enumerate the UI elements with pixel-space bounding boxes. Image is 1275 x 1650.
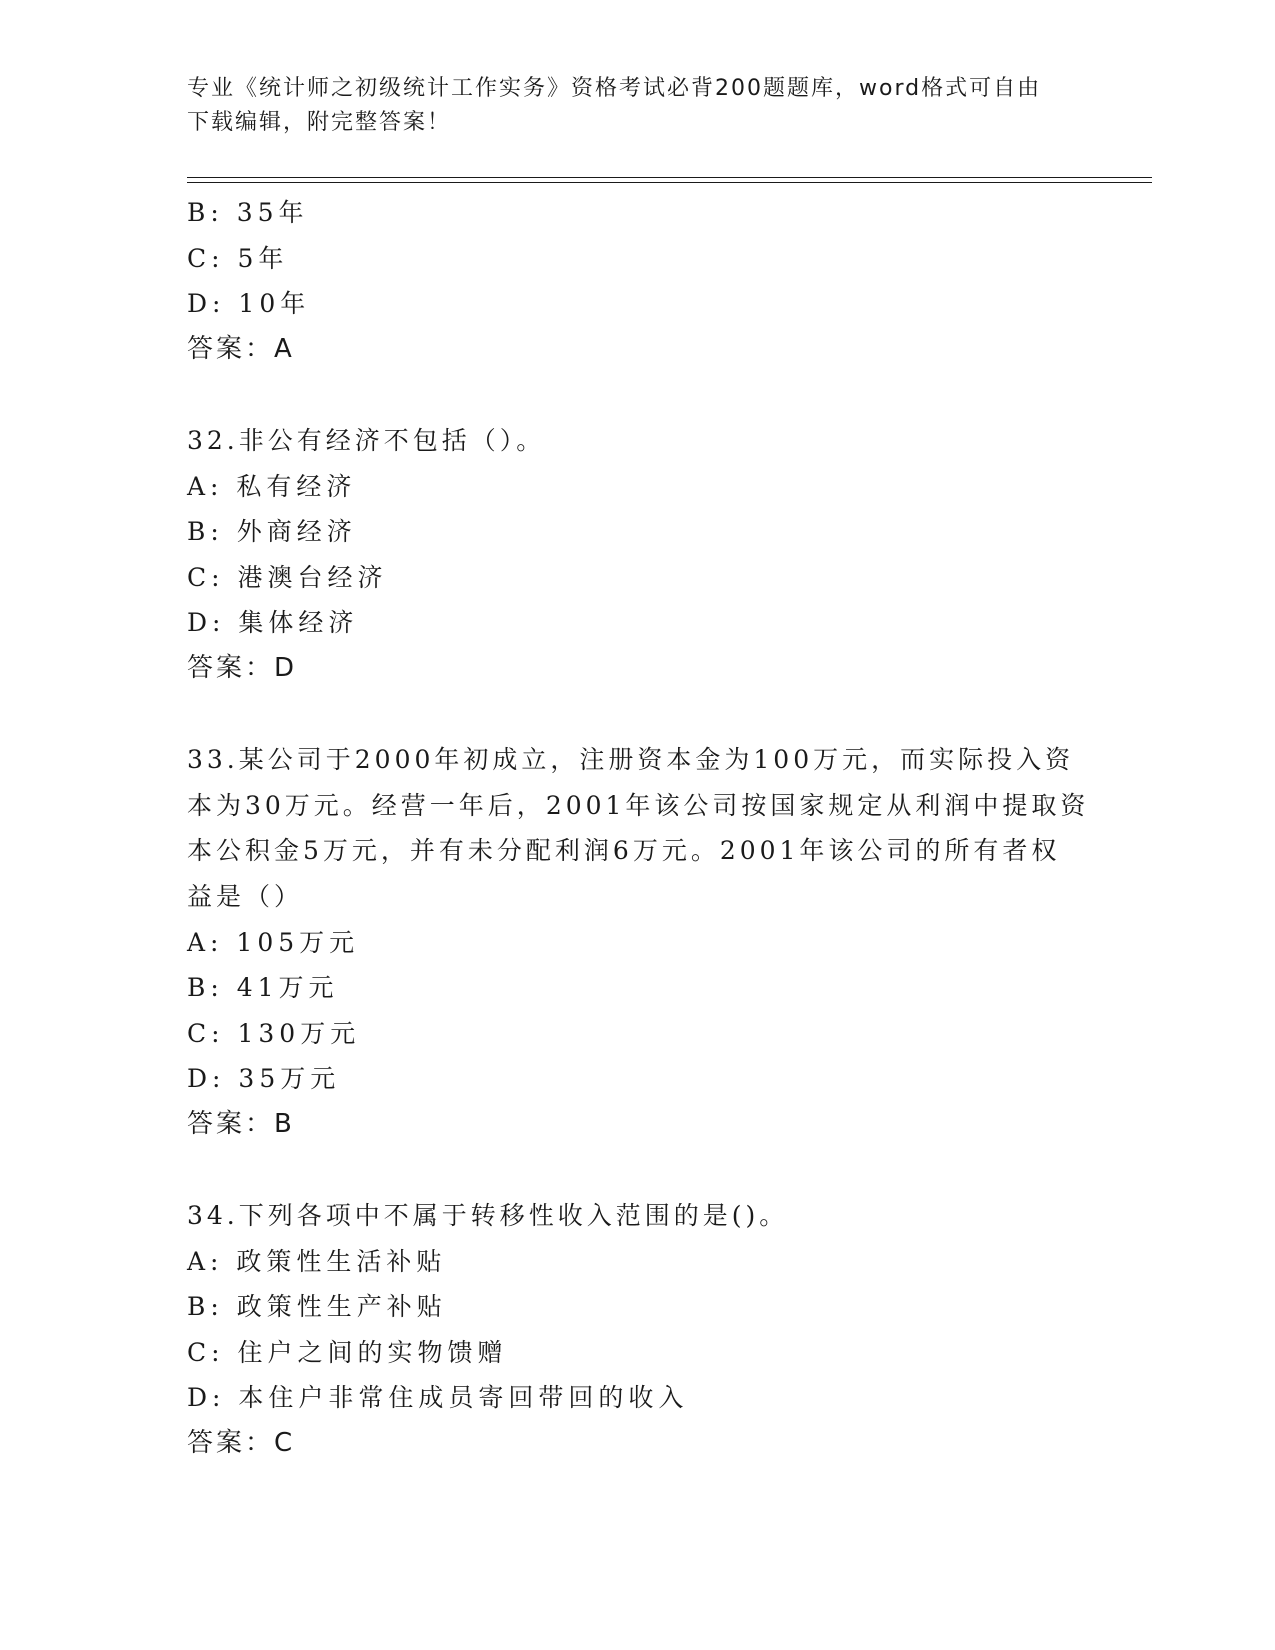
option-c: C: 5年: [187, 243, 289, 273]
header-line-1: 专业《统计师之初级统计工作实务》资格考试必背200题题库，word格式可自由: [187, 76, 1042, 101]
answer-label: 答案：D: [187, 652, 298, 683]
option-d: D: 35万元: [187, 1064, 341, 1094]
answer-label: 答案：B: [187, 1108, 295, 1139]
question-33: [187, 737, 1090, 1147]
option-b: B: 35年: [187, 198, 309, 227]
answer-label: 答案：A: [187, 333, 295, 364]
question-32: [187, 418, 1087, 692]
question-list: [187, 190, 1090, 1467]
spacer: [187, 692, 1087, 738]
option-b: B: 政策性生产补贴: [187, 1292, 447, 1322]
question-stem-line: 益是（）: [187, 881, 304, 911]
question-stem-line: 本为30万元。经营一年后，2001年该公司按国家规定从利润中提取资: [187, 790, 1090, 820]
spacer: [187, 372, 1087, 418]
option-d: D: 10年: [187, 289, 311, 319]
question-stem: 32.非公有经济不包括（）。: [187, 425, 546, 455]
header-line-2: 下载编辑，附完整答案！: [187, 110, 452, 135]
option-d: D: 集体经济: [187, 608, 359, 638]
option-a: A: 105万元: [187, 927, 360, 957]
answer-label: 答案：C: [187, 1428, 296, 1459]
question-stem: 34.下列各项中不属于转移性收入范围的是()。: [187, 1201, 789, 1231]
header-divider-bottom: [187, 182, 1152, 183]
option-a: A: 政策性生活补贴: [187, 1246, 447, 1276]
document-header: [187, 72, 1087, 140]
question-34: [187, 1193, 1087, 1467]
spacer: [187, 1147, 1087, 1193]
question-stem-line: 本公积金5万元，并有未分配利润6万元。2001年该公司的所有者权: [187, 836, 1061, 866]
question-stem-line: 33.某公司于2000年初成立，注册资本金为100万元，而实际投入资: [187, 745, 1075, 775]
option-d: D: 本住户非常住成员寄回带回的收入: [187, 1383, 689, 1413]
header-divider-top: [187, 177, 1152, 178]
option-b: B: 外商经济: [187, 517, 357, 547]
option-a: A: 私有经济: [187, 471, 357, 501]
option-b: B: 41万元: [187, 973, 339, 1003]
question-31-continued: [187, 190, 1087, 372]
option-c: C: 130万元: [187, 1018, 361, 1048]
option-c: C: 港澳台经济: [187, 562, 388, 592]
option-c: C: 住户之间的实物馈赠: [187, 1337, 508, 1367]
